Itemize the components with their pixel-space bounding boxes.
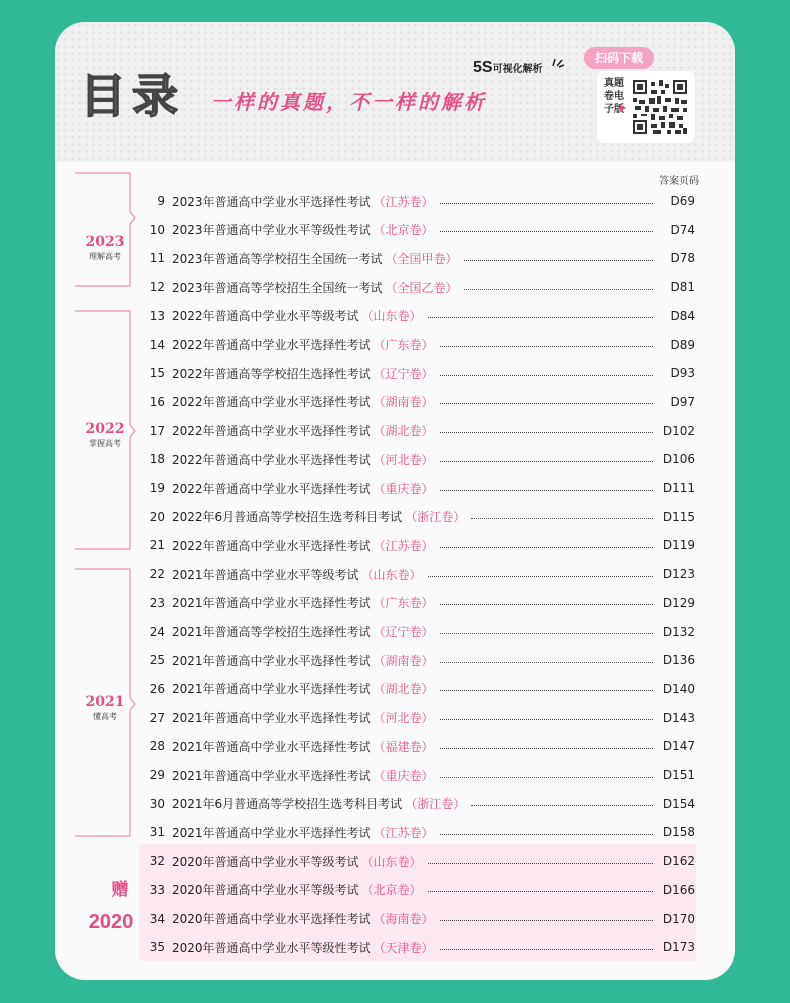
entry-region: （海南卷） [373,912,434,926]
entry-title: 2021年普通高中学业水平选择性考试 [172,596,371,611]
entry-title: 2020年普通高中学业水平选择性考试 [172,912,371,926]
toc-entry[interactable] [145,564,695,584]
toc-list [55,22,735,980]
entry-page: D170 [662,911,695,926]
entry-title: 2022年普通高中学业水平选择性考试 [172,338,371,352]
entry-number: 30 [149,796,165,811]
entry-page: D154 [662,796,695,811]
toc-entry[interactable] [145,880,695,900]
dot-leader [440,777,653,778]
entry-title: 2022年普通高中学业水平等级考试 [172,309,359,324]
dot-leader [440,604,653,605]
entry-page: D151 [662,768,695,782]
entry-title: 2022年普通高中学业水平选择性考试 [172,481,371,496]
entry-title: 2022年普通高中学业水平选择性考试 [172,395,371,410]
dot-leader [440,834,653,835]
entry-region: （全国甲卷） [385,251,458,266]
toc-entry[interactable] [145,507,695,527]
entry-title: 2021年普通高中学业水平选择性考试 [172,825,371,840]
entry-number: 23 [149,595,165,610]
entry-number: 18 [149,452,165,467]
dot-leader [440,203,653,204]
dot-leader [428,891,653,892]
entry-region: （广东卷） [373,596,434,611]
entry-number: 27 [149,710,165,725]
entry-page: D140 [662,681,695,696]
answer-page-header: 答案页码 [659,176,699,187]
toc-entry[interactable] [145,248,695,268]
slogan: 一样的真题，不一样的解析 [211,90,487,114]
entry-title: 2022年普通高等学校招生选择性考试 [172,366,371,381]
gift-label: 赠 [111,880,129,900]
entry-region: （湖北卷） [373,682,434,697]
entry-region: （重庆卷） [373,768,434,783]
entry-page: D93 [670,366,695,381]
toc-entry[interactable] [145,765,695,785]
brand-main: 5S [473,59,493,76]
entry-title: 2022年普通高中学业水平选择性考试 [172,424,371,439]
entry-page: D173 [662,940,695,955]
toc-entry[interactable] [145,421,695,441]
entry-page: D106 [662,452,695,467]
entry-title: 2023年普通高中学业水平选择性考试 [172,194,371,209]
dot-leader [464,260,653,261]
toc-entry[interactable] [145,220,695,240]
toc-entry[interactable] [145,392,695,412]
entry-page: D123 [662,567,695,582]
dot-leader [440,490,653,491]
entry-page: D97 [670,394,695,409]
toc-entry[interactable] [145,335,695,355]
toc-entry[interactable] [145,708,695,728]
entry-region: （山东卷） [361,309,422,324]
entry-number: 13 [149,308,165,323]
entry-title: 2021年普通高中学业水平选择性考试 [172,768,371,783]
entry-title: 2023年普通高中学业水平等级性考试 [172,223,371,238]
entry-title: 2021年普通高中学业水平选择性考试 [172,739,371,754]
entry-region: （河北卷） [373,711,434,726]
entry-region: （山东卷） [361,854,422,869]
entry-title: 2023年普通高等学校招生全国统一考试 [172,251,383,266]
toc-entry[interactable] [145,478,695,498]
entry-region: （湖南卷） [373,653,434,668]
dot-leader [440,719,653,720]
dot-leader [440,231,653,232]
dot-leader [428,317,653,318]
entry-page: D132 [662,624,695,639]
entry-page: D111 [662,481,695,495]
entry-region: （浙江卷） [405,797,466,812]
entry-region: （湖南卷） [373,395,434,410]
entry-page: D84 [670,308,695,323]
dot-leader [440,690,653,691]
page-title: 目录 [80,69,184,123]
entry-number: 26 [149,681,165,696]
dot-leader [440,633,653,634]
qr-download-tab[interactable]: 扫码下载 [584,47,654,69]
dot-leader [440,403,653,404]
entry-number: 34 [149,911,165,926]
entry-page: D78 [670,251,695,266]
toc-entry[interactable] [145,449,695,469]
year-label-2021: 2021 [85,694,125,710]
entry-page: D136 [662,653,695,668]
entry-region: （重庆卷） [373,481,434,496]
dot-leader [428,576,653,577]
year-label-2023: 2023 [85,234,125,250]
entry-title: 2021年普通高中学业水平选择性考试 [172,682,371,697]
entry-number: 29 [149,768,165,782]
entry-region: （江苏卷） [373,194,434,209]
entry-title: 2022年普通高中学业水平选择性考试 [172,538,371,553]
entry-number: 16 [149,394,165,409]
entry-number: 17 [149,423,165,438]
entry-region: （全国乙卷） [385,280,458,295]
entry-title: 2021年普通高等学校招生选择性考试 [172,625,371,639]
entry-page: D119 [662,538,695,553]
entry-number: 28 [149,739,165,754]
toc-entry[interactable] [145,736,695,756]
dot-leader [428,863,653,864]
entry-region: （北京卷） [373,223,434,238]
entry-page: D89 [670,337,695,352]
entry-number: 24 [149,624,165,639]
toc-entry[interactable] [145,822,695,842]
entry-page: D81 [670,280,695,295]
toc-entry[interactable] [145,909,695,929]
entry-page: D102 [662,423,695,438]
entry-number: 14 [149,337,165,352]
dot-leader [440,920,653,921]
dot-leader [471,518,653,519]
entry-number: 21 [149,538,165,553]
entry-page: D74 [670,222,695,237]
year-sub-2021: 懂高考 [93,712,117,721]
entry-title: 2020年普通高中学业水平等级考试 [172,854,359,869]
toc-entry[interactable] [145,363,695,383]
dot-leader [440,432,653,433]
dot-leader [440,346,653,347]
entry-title: 2022年普通高中学业水平选择性考试 [172,452,371,467]
year-label-2022: 2022 [85,421,125,437]
entry-number: 9 [157,194,165,208]
dot-leader [440,547,653,548]
entry-number: 20 [149,509,165,524]
entry-region: （山东卷） [361,567,422,582]
entry-number: 19 [149,481,165,495]
entry-title: 2021年普通高中学业水平等级考试 [172,567,359,582]
dot-leader [440,949,653,950]
entry-number: 22 [149,567,165,582]
entry-page: D129 [662,595,695,610]
entry-region: （广东卷） [373,338,434,352]
entry-page: D147 [662,739,695,754]
toc-entry[interactable] [145,306,695,326]
entry-page: D69 [670,194,695,208]
entry-title: 2021年6月普通高等学校招生选考科目考试 [172,797,403,812]
toc-entry[interactable] [145,679,695,699]
dot-leader [440,461,653,462]
entry-number: 31 [149,825,165,840]
entry-number: 35 [149,940,165,955]
dot-leader [440,662,653,663]
toc-entry[interactable] [145,535,695,555]
entry-number: 25 [149,653,165,668]
gift-year-label: 2020 [88,911,134,933]
entry-title: 2020年普通高中学业水平等级性考试 [172,940,371,955]
dot-leader [464,289,653,290]
entry-number: 12 [149,280,165,295]
toc-entry[interactable] [145,650,695,670]
entry-number: 33 [149,882,165,897]
entry-region: （天津卷） [373,940,434,955]
entry-number: 11 [149,251,165,266]
toc-page [55,22,735,980]
entry-region: （江苏卷） [373,825,434,840]
entry-region: （北京卷） [361,883,422,898]
entry-page: D162 [662,854,695,869]
year-sub-2022: 掌握高考 [89,439,121,448]
brand-sub: 可视化解析 [492,64,543,75]
entry-region: （辽宁卷） [373,625,434,639]
entry-number: 15 [149,366,165,381]
entry-region: （辽宁卷） [373,366,434,381]
toc-entry[interactable] [145,794,695,814]
entry-region: （湖北卷） [373,424,434,439]
toc-entry[interactable] [145,851,695,871]
entry-title: 2020年普通高中学业水平等级考试 [172,883,359,898]
dot-leader [440,748,653,749]
qr-label: 真题卷电子版 [604,78,624,115]
entry-title: 2023年普通高等学校招生全国统一考试 [172,280,383,295]
toc-entry[interactable] [145,622,695,642]
entry-page: D115 [662,509,695,524]
toc-entry[interactable] [145,191,695,211]
entry-number: 32 [149,854,165,869]
year-sub-2023: 理解高考 [89,252,121,261]
entry-region: （江苏卷） [373,538,434,553]
entry-title: 2021年普通高中学业水平选择性考试 [172,653,371,668]
toc-entry[interactable] [145,277,695,297]
dot-leader [440,375,653,376]
entry-page: D143 [662,710,695,725]
entry-page: D158 [662,825,695,840]
toc-entry[interactable] [145,937,695,957]
entry-region: （福建卷） [373,739,434,754]
dot-leader [471,805,653,806]
entry-number: 10 [149,222,165,237]
toc-entry[interactable] [145,593,695,613]
entry-title: 2021年普通高中学业水平选择性考试 [172,711,371,726]
entry-region: （河北卷） [373,452,434,467]
entry-region: （浙江卷） [405,510,466,525]
entry-title: 2022年6月普通高等学校招生选考科目考试 [172,510,403,525]
entry-page: D166 [662,882,695,897]
